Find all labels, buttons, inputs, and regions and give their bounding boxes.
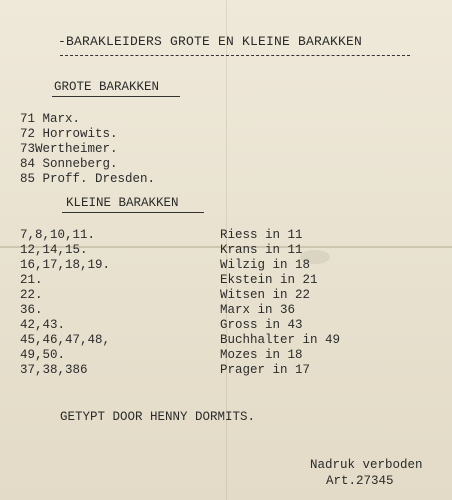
reprint-notice: Nadruk verboden xyxy=(310,458,423,472)
grote-heading-underline xyxy=(52,96,180,97)
document-title: -BARAKLEIDERS GROTE EN KLEINE BARAKKEN xyxy=(58,34,363,49)
kleine-row-numbers: 21. xyxy=(20,273,43,287)
kleine-row-leader: Gross in 43 xyxy=(220,318,303,332)
kleine-row-numbers: 49,50. xyxy=(20,348,66,362)
grote-barakken-heading: GROTE BARAKKEN xyxy=(54,80,160,94)
kleine-row-leader: Witsen in 22 xyxy=(220,288,311,302)
kleine-row-leader: Krans in 11 xyxy=(220,243,303,257)
kleine-row-leader: Buchhalter in 49 xyxy=(220,333,341,347)
grote-row: 72 Horrowits. xyxy=(20,127,118,141)
grote-row: 73Wertheimer. xyxy=(20,142,118,156)
typed-by-line: GETYPT DOOR HENNY DORMITS. xyxy=(60,410,256,424)
grote-row: 71 Marx. xyxy=(20,112,81,126)
kleine-row-numbers: 37,38,386 xyxy=(20,363,88,377)
kleine-row-leader: Riess in 11 xyxy=(220,228,303,242)
grote-row: 84 Sonneberg. xyxy=(20,157,118,171)
kleine-heading-underline xyxy=(62,212,204,213)
article-number: Art.27345 xyxy=(326,474,394,488)
kleine-row-numbers: 45,46,47,48, xyxy=(20,333,111,347)
kleine-row-numbers: 36. xyxy=(20,303,43,317)
kleine-row-leader: Mozes in 18 xyxy=(220,348,303,362)
kleine-row-leader: Wilzig in 18 xyxy=(220,258,311,272)
grote-row: 85 Proff. Dresden. xyxy=(20,172,156,186)
kleine-row-numbers: 16,17,18,19. xyxy=(20,258,111,272)
title-underline xyxy=(60,55,410,56)
kleine-row-leader: Marx in 36 xyxy=(220,303,296,317)
kleine-row-leader: Prager in 17 xyxy=(220,363,311,377)
kleine-row-numbers: 7,8,10,11. xyxy=(20,228,96,242)
kleine-barakken-heading: KLEINE BARAKKEN xyxy=(66,196,179,210)
kleine-row-numbers: 12,14,15. xyxy=(20,243,88,257)
kleine-row-leader: Ekstein in 21 xyxy=(220,273,318,287)
kleine-row-numbers: 42,43. xyxy=(20,318,66,332)
kleine-row-numbers: 22. xyxy=(20,288,43,302)
